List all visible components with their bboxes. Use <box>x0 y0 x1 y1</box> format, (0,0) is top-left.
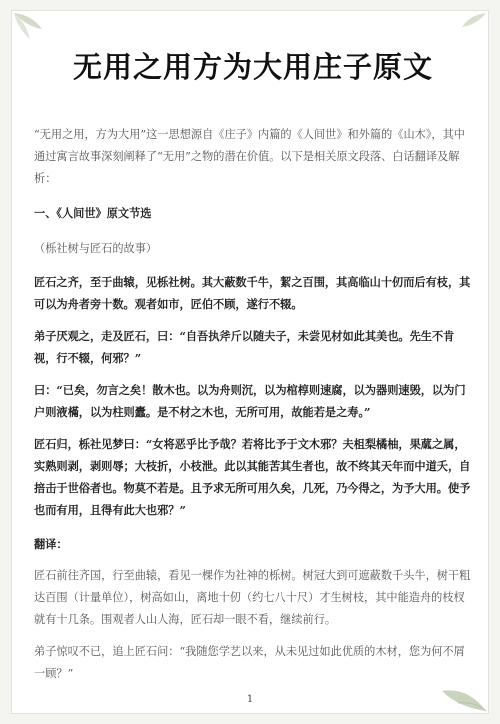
page-title: 无用之用方为大用庄子原文 <box>72 50 433 84</box>
translation-paragraph: 匠石前往齐国，行至曲辕，看见一棵作为社神的栎树。树冠大到可遮蔽数千头牛，树干粗达百围（计量单位），树高如山，离地十仞（约七八十尺）才生树枝，其中能造舟的枝杈就有十几条。围观者人山人海，匠石却一眼不看，继续前行。 <box>34 569 471 626</box>
original-paragraph: 匠石归，栎社见梦曰：“女将恶乎比予哉？若将比予于文木邪？夫柤梨橘柚，果蓏之属，实熟则剥，剥则辱；大枝折，小枝泄。此以其能苦其生者也，故不终其天年而中道夭，自掊击于世俗者也。物莫不若是。且予求无所可用久矣，几死，乃今得之，为予大用。使予也而有用，且得有此大也邪？” <box>34 437 471 517</box>
translation-paragraph: 弟子惊叹不已，追上匠石问：“我随您学艺以来，从未见过如此优质的木材，您为何不屑一顾？” <box>34 645 465 680</box>
translation-label: 翻译： <box>34 537 68 551</box>
page-number: 1 <box>246 694 254 705</box>
story-title: （栎社树与匠石的故事） <box>34 242 158 255</box>
original-paragraph: 弟子厌观之，走及匠石，曰：“自吾执斧斤以随夫子，未尝见材如此其美也。先生不肯视，行不辍，何邪？” <box>34 329 455 365</box>
intro-paragraph: “无用之用，方为大用”这一思想源自《庄子》内篇的《人间世》和外篇的《山木》，其中通过寓言故事深刻阐释了“无用”之物的潜在价值。以下是相关原文段落、白话翻译及解析： <box>34 128 465 185</box>
original-paragraph: 曰：“已矣，勿言之矣！散木也。以为舟则沉，以为棺椁则速腐，以为器则速毁，以为门户则液樠，以为柱则蠹。是不材之木也，无所可用，故能若是之寿。” <box>34 383 466 419</box>
document-body <box>34 45 472 685</box>
leaf-decoration-top-right <box>448 11 488 47</box>
section-heading: 一、《人间世》原文节选 <box>34 206 152 220</box>
original-paragraph: 匠石之齐，至于曲辕，见栎社树。其大蔽数千牛，絜之百围，其高临山十仞而后有枝，其可以为舟者旁十数。观者如市，匠伯不顾，遂行不辍。 <box>34 275 471 311</box>
document-page <box>11 10 489 714</box>
